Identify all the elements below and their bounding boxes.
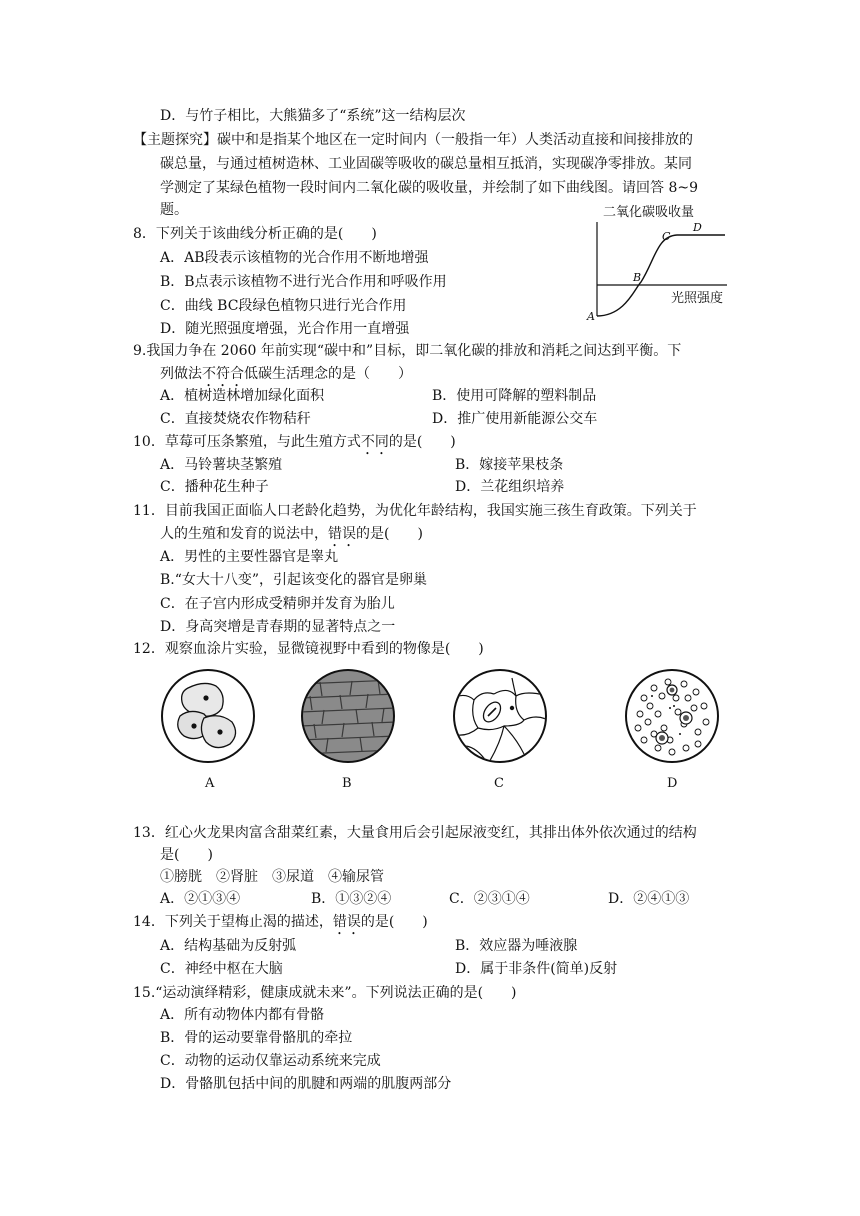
q14-option-a: A．结构基础为反射弧: [160, 938, 297, 954]
q10-option-b: B．嫁接苹果枝条: [455, 457, 564, 473]
q11-option-c: C．在子宫内形成受精卵并发育为胎儿: [160, 596, 395, 612]
q9-option-a: A．植树造林增加绿化面积: [160, 388, 325, 404]
q9-option-b: B．使用可降解的塑料制品: [432, 388, 597, 404]
q12-stem: 12．观察血涂片实验，显微镜视野中看到的物像是( ): [133, 641, 484, 657]
q14-option-b: B．效应器为唾液腺: [455, 938, 578, 954]
q11-stem-pre: 人的生殖和发育的说法中，: [160, 526, 328, 542]
microscope-image-b: [300, 668, 396, 764]
q13-option-a: A．②①③④: [160, 891, 241, 907]
topic-line-1: 【主题探究】碳中和是指某个地区在一定时间内（一般指一年）人类活动直接和间接排放的: [133, 132, 693, 148]
chart-point-c: C: [662, 230, 671, 243]
q13-option-c: C．②③①④: [449, 891, 530, 907]
chart-point-b: B: [633, 271, 642, 284]
q8-stem: 8．下列关于该曲线分析正确的是( ): [133, 226, 377, 242]
q15-option-d: D．骨骼肌包括中间的肌腱和两端的肌腹两部分: [160, 1076, 452, 1092]
q13-items: ①膀胱 ②肾脏 ③尿道 ④输尿管: [160, 869, 384, 885]
microscope-image-d: [624, 668, 720, 764]
q15-option-b: B．骨的运动要靠骨骼肌的牵拉: [160, 1030, 353, 1046]
microscope-image-c: [452, 668, 548, 764]
q15-option-c: C．动物的运动仅靠运动系统来完成: [160, 1053, 381, 1069]
q11-option-a: A．男性的主要性器官是睾丸: [160, 549, 339, 565]
q11-option-b: B.“女大十八变”，引起该变化的器官是卵巢: [160, 572, 428, 588]
q10-option-a: A．马铃薯块茎繁殖: [160, 457, 283, 473]
q7-option-d: D．与竹子相比，大熊猫多了“系统”这一结构层次: [160, 108, 466, 124]
image-label-a: A: [205, 776, 215, 791]
chart-x-label: 光照强度: [671, 291, 724, 306]
q14-stem-pre: 14．下列关于望梅止渴的描述，: [133, 914, 333, 930]
image-label-c: C: [494, 776, 504, 791]
q8-option-d: D．随光照强度增强，光合作用一直增强: [160, 321, 410, 337]
q14-stem-post: 的是( ): [360, 914, 428, 930]
q15-stem: 15.“运动演绎精彩，健康成就未来”。下列说法正确的是( ): [133, 985, 517, 1001]
q10-option-d: D．兰花组织培养: [455, 479, 565, 495]
image-label-d: D: [667, 776, 678, 791]
q14-option-c: C．神经中枢在大脑: [160, 961, 283, 977]
q14-stem: [133, 912, 428, 938]
q8-option-b: B．B点表示该植物不进行光合作用和呼吸作用: [160, 274, 447, 290]
q15-option-a: A．所有动物体内都有骨骼: [160, 1007, 325, 1023]
q8-option-a: A．AB段表示该植物的光合作用不断地增强: [160, 250, 429, 266]
q11-stem-emphasis: 错误: [328, 526, 356, 542]
q14-stem-emphasis: 错误: [332, 914, 361, 930]
q8-option-c: C．曲线 BC段绿色植物只进行光合作用: [160, 298, 407, 314]
q11-stem-post: 的是( ): [356, 526, 423, 542]
q13-option-b: B．①③②④: [311, 891, 392, 907]
chart-y-label: 二氧化碳吸收量: [603, 205, 695, 220]
q13-stem-line-2: 是( ): [160, 847, 213, 863]
q13-stem-line-1: 13．红心火龙果肉富含甜菜红素，大量食用后会引起尿液变红，其排出体外依次通过的结构: [133, 825, 697, 841]
q9-option-d: D．推广使用新能源公交车: [432, 411, 598, 427]
q13-option-d: D．②④①③: [608, 891, 690, 907]
q9-stem-post: 低碳生活理念的是（ ）: [244, 366, 412, 382]
q10-stem-emphasis: 不同: [360, 434, 389, 450]
q10-stem-pre: 10．草莓可压条繁殖，与此生殖方式: [133, 434, 361, 450]
q9-option-c: C．直接焚烧农作物秸秆: [160, 411, 311, 427]
co2-curve-chart: [585, 198, 735, 326]
microscope-image-a: [160, 668, 256, 764]
chart-point-d: D: [693, 221, 702, 234]
q9-stem-pre: 列做法: [160, 366, 202, 382]
q9-stem-line-1: 9.我国力争在 2060 年前实现“碳中和”目标，即二氧化碳的排放和消耗之间达到平衡。下: [133, 343, 682, 359]
q9-stem-emphasis: 不符合: [202, 366, 244, 382]
q14-option-d: D．属于非条件(简单)反射: [455, 961, 618, 977]
chart-point-a: A: [587, 310, 595, 323]
image-label-b: B: [342, 776, 352, 791]
q10-stem-post: 的是( ): [388, 434, 456, 450]
topic-line-4: 题。: [160, 202, 188, 218]
q10-option-c: C．播种花生种子: [160, 479, 269, 495]
topic-line-3: 学测定了某绿色植物一段时间内二氧化碳的吸收量，并绘制了如下曲线图。请回答 8~9: [160, 180, 698, 196]
q11-stem-line-1: 11．目前我国正面临人口老龄化趋势，为优化年龄结构，我国实施三孩生育政策。下列关于: [133, 503, 697, 519]
topic-line-2: 碳总量，与通过植树造林、工业固碳等吸收的碳总量相互抵消，实现碳净零排放。某同: [160, 156, 692, 172]
q11-option-d: D．身高突增是青春期的显著特点之一: [160, 619, 396, 635]
